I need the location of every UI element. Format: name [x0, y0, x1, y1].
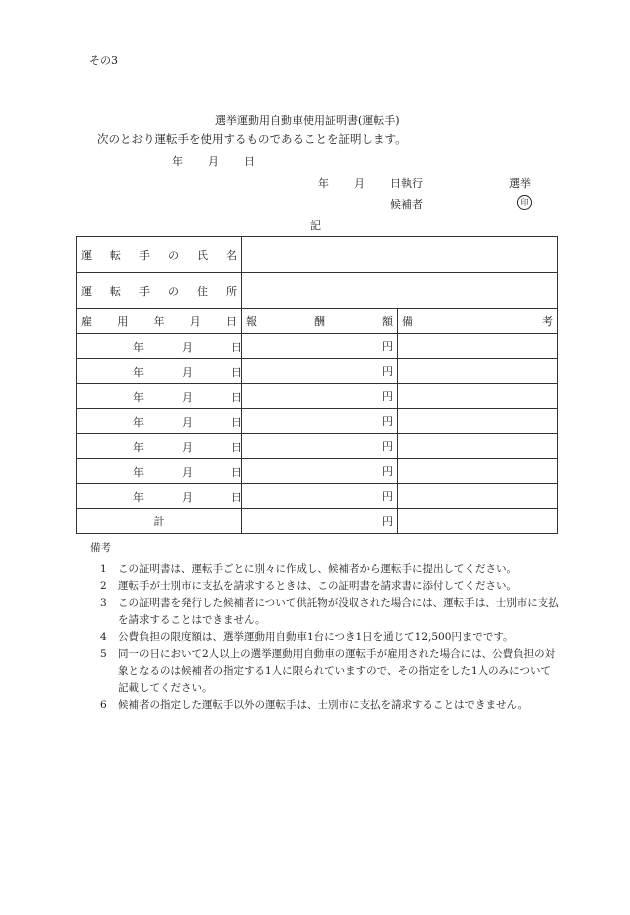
note-text: 運転手が士別市に支払を請求するときは、この証明書を請求書に添付してください。: [118, 580, 517, 592]
day-label: 日: [231, 391, 242, 404]
driver-name-field[interactable]: [242, 237, 558, 273]
note-number: 5: [100, 648, 107, 660]
note-item: [90, 595, 560, 629]
notes-section: [90, 540, 560, 714]
day-label: 日: [231, 341, 242, 354]
employment-date-cell[interactable]: [77, 459, 242, 484]
election-label: 選挙: [509, 177, 531, 190]
header-remarks: [398, 309, 558, 334]
month-label: 月: [182, 491, 193, 504]
driver-address-label: [77, 273, 242, 309]
driver-name-row: [77, 237, 558, 273]
note-text: 同一の日において2人以上の選挙運動用自動車の運転手が雇用された場合には、公費負担の対象となるのは候補者の指定する1人に限られていますので、その指定をした1人のみについて記載してください。: [118, 648, 556, 694]
day-label: 日: [231, 441, 242, 454]
remarks-cell[interactable]: [398, 484, 558, 509]
yen-label: 円: [382, 490, 393, 503]
month-label: 月: [182, 466, 193, 479]
driver-address-label-char: 住: [197, 284, 208, 298]
year-label: 年: [133, 441, 144, 454]
pay-amount-cell[interactable]: [242, 484, 398, 509]
candidate-label: 候補者: [390, 198, 423, 211]
year-label: 年: [133, 391, 144, 404]
note-item: [90, 629, 560, 646]
remarks-cell[interactable]: [398, 459, 558, 484]
pay-amount-cell[interactable]: [242, 459, 398, 484]
header-pay-amount-char: 額: [382, 315, 393, 328]
yen-label: 円: [382, 415, 393, 428]
driver-address-field[interactable]: [242, 273, 558, 309]
note-text: この証明書を発行した候補者について供託物が没収された場合には、運転手は、士別市に支払を請求することはできません。: [118, 597, 559, 626]
year-label: 年: [133, 341, 144, 354]
pay-amount-cell[interactable]: [242, 334, 398, 359]
yen-label: 円: [382, 440, 393, 453]
year-label: 年: [133, 366, 144, 379]
day-label: 日: [231, 366, 242, 379]
day-label: 日: [231, 466, 242, 479]
note-number: 3: [100, 597, 107, 609]
header-remarks-char: 考: [542, 315, 553, 328]
driver-name-label-char: 名: [226, 248, 237, 262]
remarks-cell[interactable]: [398, 384, 558, 409]
driver-name-label: [77, 237, 242, 273]
employment-date-cell[interactable]: [77, 434, 242, 459]
employment-date-cell[interactable]: [77, 409, 242, 434]
year-label: 年: [133, 491, 144, 504]
yen-label: 円: [382, 365, 393, 378]
driver-name-label-char: 氏: [197, 248, 208, 262]
total-amount-field[interactable]: 円: [242, 509, 398, 534]
employment-date-cell[interactable]: [77, 384, 242, 409]
seal-icon: 印: [517, 195, 532, 210]
total-remarks-field[interactable]: [398, 509, 558, 534]
usage-table: [76, 236, 558, 534]
pay-amount-cell[interactable]: [242, 409, 398, 434]
table-row: [77, 409, 558, 434]
table-row: [77, 359, 558, 384]
month-label: 月: [182, 391, 193, 404]
note-number: 1: [100, 563, 107, 575]
employment-date-cell[interactable]: [77, 334, 242, 359]
note-number: 6: [100, 699, 107, 711]
year-label: 年: [133, 416, 144, 429]
intro-text: 次のとおり運転手を使用するものであることを証明します。: [97, 132, 407, 146]
table-header-row: [77, 309, 558, 334]
driver-name-label-char: 手: [139, 248, 150, 262]
pay-amount-cell[interactable]: [242, 434, 398, 459]
doc-label: その3: [89, 54, 118, 67]
driver-address-label-char: 手: [139, 284, 150, 298]
note-item: [90, 697, 560, 714]
driver-address-row: [77, 273, 558, 309]
remarks-cell[interactable]: [398, 434, 558, 459]
note-number: 4: [100, 631, 107, 643]
driver-address-label-char: 運: [81, 284, 92, 298]
note-item: [90, 561, 560, 578]
header-pay-amount-char: 酬: [314, 315, 325, 328]
ki-label: 記: [310, 219, 321, 232]
notes-heading: 備考: [90, 542, 111, 554]
header-employment-date-char: 雇: [81, 315, 92, 328]
driver-name-label-char: 運: [81, 248, 92, 262]
note-item: [90, 578, 560, 595]
note-number: 2: [100, 580, 107, 592]
doc-title: 選挙運動用自動車使用証明書(運転手): [215, 114, 400, 127]
month-label: 月: [182, 366, 193, 379]
employment-date-cell[interactable]: [77, 359, 242, 384]
table-row: [77, 334, 558, 359]
note-text: この証明書は、運転手ごとに別々に作成し、候補者から運転手に提出してください。: [118, 563, 517, 575]
pay-amount-cell[interactable]: [242, 384, 398, 409]
header-employment-date-char: 日: [226, 315, 237, 328]
yen-label: 円: [382, 465, 393, 478]
employment-date-cell[interactable]: [77, 484, 242, 509]
total-row: [77, 509, 558, 534]
yen-label: 円: [382, 390, 393, 403]
header-employment-date: [77, 309, 242, 334]
year-label: 年: [133, 466, 144, 479]
driver-name-label-char: の: [168, 248, 179, 262]
driver-name-label-char: 転: [110, 248, 121, 262]
month-label: 月: [182, 341, 193, 354]
header-pay-amount: [242, 309, 398, 334]
driver-address-label-char: の: [168, 284, 179, 298]
driver-address-label-char: 転: [110, 284, 121, 298]
remarks-cell[interactable]: [398, 334, 558, 359]
table-row: [77, 484, 558, 509]
header-remarks-char: 備: [402, 315, 413, 328]
day-label: 日: [231, 491, 242, 504]
total-label: 計: [77, 509, 242, 534]
remarks-cell[interactable]: [398, 409, 558, 434]
note-text: 公費負担の限度額は、選挙運動用自動車1台につき1日を通じて12,500円までです。: [118, 631, 514, 643]
note-item: [90, 646, 560, 697]
month-label: 月: [182, 441, 193, 454]
day-label: 日: [231, 416, 242, 429]
note-text: 候補者の指定した運転手以外の運転手は、士別市に支払を請求することはできません。: [118, 699, 529, 711]
yen-label: 円: [382, 340, 393, 353]
table-row: [77, 434, 558, 459]
header-pay-amount-char: 報: [246, 315, 257, 328]
table-row: [77, 459, 558, 484]
header-employment-date-char: 年: [153, 315, 165, 328]
pay-amount-cell[interactable]: [242, 359, 398, 384]
month-label: 月: [182, 416, 193, 429]
remarks-cell[interactable]: [398, 359, 558, 384]
driver-address-label-char: 所: [226, 284, 237, 298]
header-employment-date-char: 用: [117, 315, 129, 328]
header-employment-date-char: 月: [189, 315, 201, 328]
table-row: [77, 384, 558, 409]
